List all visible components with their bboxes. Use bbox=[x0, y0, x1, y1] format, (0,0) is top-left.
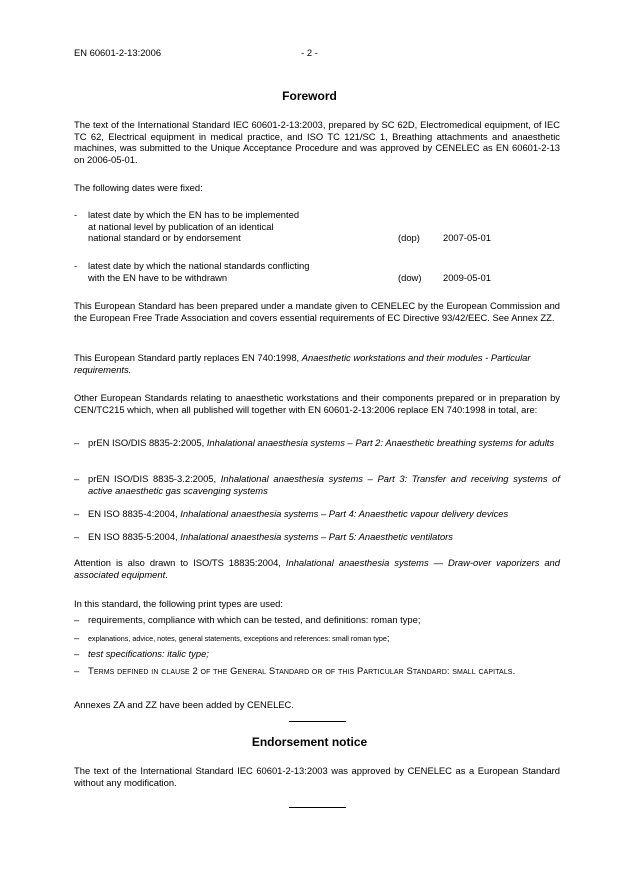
print-types-intro: In this standard, the following print types are used: bbox=[74, 598, 283, 609]
related-standard-item bbox=[88, 531, 560, 543]
related-standard-title: Inhalational anaesthesia systems – Part 3: Transfer and receiving systems of active anaesthetic gas scavenging systems bbox=[88, 473, 560, 496]
document-id: EN 60601-2-13:2006 bbox=[74, 47, 162, 58]
list-dash: – bbox=[74, 531, 80, 542]
related-standard-title: Inhalational anaesthesia systems – Part 2: Anaesthetic breathing systems for adults bbox=[206, 437, 555, 448]
date-value-dow: 2009-05-01 bbox=[443, 272, 491, 283]
foreword-paragraph-1: The text of the International Standard IEC 60601-2-13:2003, prepared by SC 62D, Electromedical equipment, of IEC TC 62, Electrical equipment in medical practice, and ISO TC 121/SC 1, Breathing attachments and anaesthetic machines, was submitted to the Unique Acceptance Procedure and was approved by CENELEC as EN 60601-2-13 on 2006-05-01. bbox=[74, 119, 560, 165]
replaces-paragraph bbox=[74, 352, 560, 375]
related-standard-item bbox=[88, 473, 560, 496]
list-dash: – bbox=[74, 508, 80, 519]
print-type-roman: requirements, compliance with which can be tested, and definitions: roman type; bbox=[88, 614, 421, 625]
related-standard-ref: EN ISO 8835-5:2004, bbox=[88, 531, 181, 542]
date-item-line: with the EN have to be withdrawn bbox=[88, 271, 228, 283]
list-dash: – bbox=[74, 437, 80, 448]
dates-intro: The following dates were fixed: bbox=[74, 182, 203, 193]
attention-paragraph bbox=[74, 557, 560, 580]
list-dash: – bbox=[74, 614, 80, 625]
endorsement-title: Endorsement notice bbox=[251, 735, 368, 749]
replaces-title: Anaesthetic workstations and their modules - Particular requirements. bbox=[74, 352, 531, 375]
annexes-note: Annexes ZA and ZZ have been added by CENELEC. bbox=[74, 699, 294, 710]
print-type-italic: test specifications: italic type; bbox=[88, 648, 209, 659]
list-dash: – bbox=[74, 665, 80, 676]
page-number: - 2 - bbox=[301, 47, 318, 58]
section-divider bbox=[289, 807, 346, 808]
print-type-small-roman-tail: ; bbox=[386, 632, 390, 643]
related-standard-item bbox=[88, 508, 560, 520]
date-abbr-dop: (dop) bbox=[398, 232, 420, 243]
date-item-line: latest date by which the national standards conflicting bbox=[88, 260, 310, 271]
list-dash: – bbox=[74, 632, 80, 643]
date-item-line: at national level by publication of an identical bbox=[88, 220, 274, 232]
attention-title: Inhalational anaesthesia systems — Draw-over vaporizers and associated equipment bbox=[74, 557, 560, 580]
related-standard-title: Inhalational anaesthesia systems – Part 5: Anaesthetic ventilators bbox=[180, 531, 453, 542]
attention-text: Attention is also drawn to ISO/TS 18835:2004, bbox=[74, 557, 286, 568]
foreword-title: Foreword bbox=[282, 89, 337, 103]
date-item-dow bbox=[88, 260, 388, 283]
date-value-dop: 2007-05-01 bbox=[443, 232, 491, 243]
related-standard-title: Inhalational anaesthesia systems – Part 4: Anaesthetic vapour delivery devices bbox=[180, 508, 509, 519]
print-type-small-roman-text: explanations, advice, notes, general statements, exceptions and references: small roman type bbox=[88, 634, 387, 643]
date-item-dash: - bbox=[74, 209, 78, 220]
attention-period: . bbox=[165, 568, 168, 580]
list-dash: – bbox=[74, 473, 80, 484]
replaces-text: This European Standard partly replaces EN 740:1998, bbox=[74, 352, 302, 363]
related-standard-item bbox=[88, 437, 560, 449]
section-divider bbox=[289, 721, 346, 722]
date-item-dop bbox=[88, 209, 388, 244]
list-dash: – bbox=[74, 648, 80, 659]
related-standard-ref: prEN ISO/DIS 8835-2:2005, bbox=[88, 437, 207, 448]
other-standards-paragraph: Other European Standards relating to anaesthetic workstations and their components prepared or in preparation by CEN/TC215 which, when all published will together with EN 60601-2-13:2006 replace EN 740:1998 in total, are: bbox=[74, 392, 560, 415]
mandate-paragraph: This European Standard has been prepared under a mandate given to CENELEC by the European Commission and the European Free Trade Association and covers essential requirements of EC Directive 93/42/EEC. See Annex ZZ. bbox=[74, 300, 560, 323]
related-standard-ref: EN ISO 8835-4:2004, bbox=[88, 508, 181, 519]
date-item-line: national standard or by endorsement bbox=[88, 232, 241, 244]
date-item-line: latest date by which the EN has to be implemented bbox=[88, 209, 300, 220]
related-standard-ref: prEN ISO/DIS 8835-3.2:2005, bbox=[88, 473, 221, 484]
print-type-small-capitals: Terms defined in clause 2 of the General Standard or of this Particular Standard: small capitals. bbox=[88, 665, 516, 676]
date-abbr-dow: (dow) bbox=[398, 272, 422, 283]
endorsement-text: The text of the International Standard IEC 60601-2-13:2003 was approved by CENELEC as a European Standard without any modification. bbox=[74, 765, 560, 788]
print-type-small-roman bbox=[88, 632, 560, 645]
date-item-dash: - bbox=[74, 260, 78, 271]
